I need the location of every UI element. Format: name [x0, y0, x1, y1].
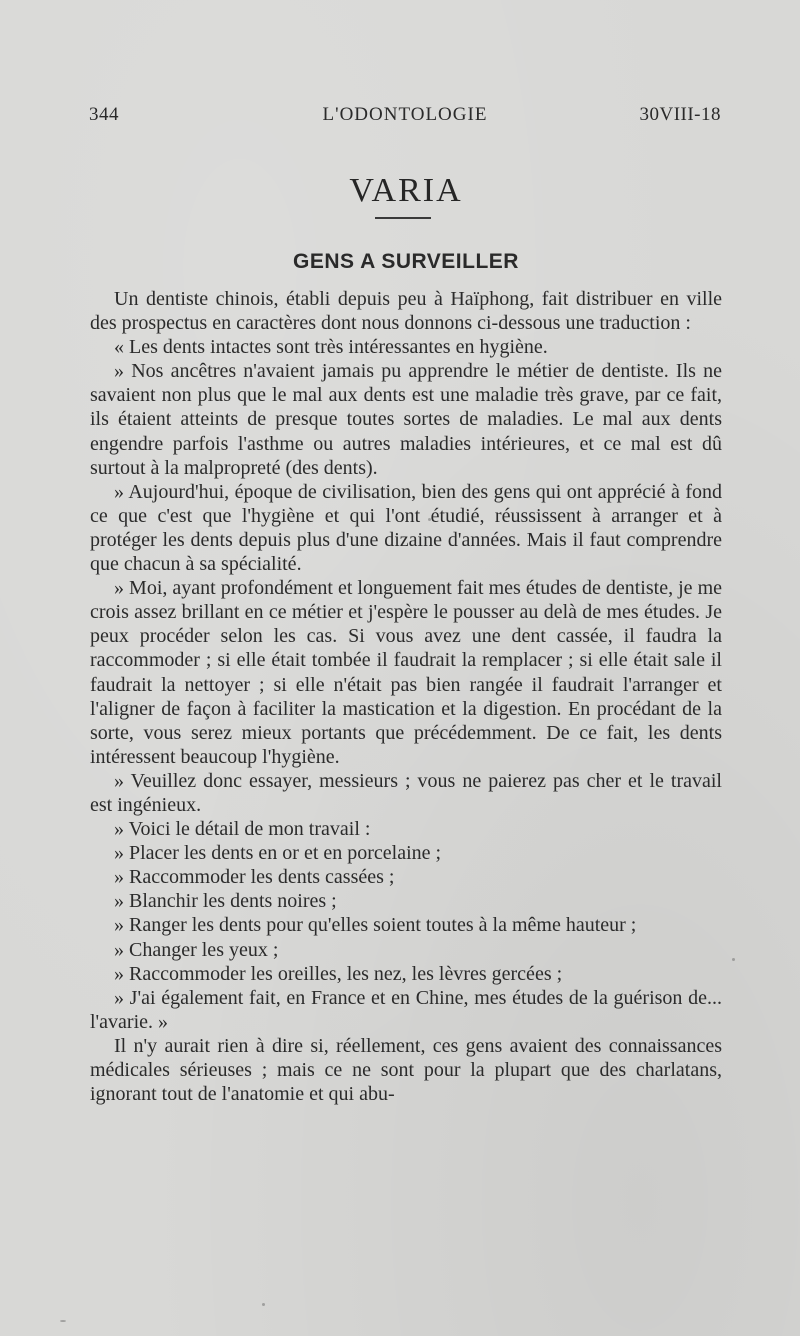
paragraph: » Changer les yeux ;	[114, 938, 279, 961]
paragraph: » J'ai également fait, en France et en Chine, mes études de la guérison de... l'avarie. »	[90, 986, 722, 1033]
page-number: 344	[89, 104, 119, 125]
paper-speck	[428, 518, 431, 521]
paragraph: » Aujourd'hui, époque de civilisation, bien des gens qui ont apprécié à fond ce que c'est que l'hygiène et qui l'ont étudié, réussissent à arranger et à protéger les dents depuis plus d'une dizaine d'années. Mais il faut comprendre que chacun à sa spécialité.	[90, 480, 722, 576]
article-title: GENS A SURVEILLER	[293, 250, 519, 273]
paper-speck	[60, 1320, 66, 1322]
paper-speck	[262, 1303, 265, 1306]
paragraph: » Voici le détail de mon travail :	[114, 818, 371, 841]
paragraph: Un dentiste chinois, établi depuis peu à Haïphong, fait distribuer en ville des prospectus en caractères dont nous donnons ci-dessous une traduction :	[90, 288, 722, 335]
paragraph: » Nos ancêtres n'avaient jamais pu apprendre le métier de dentiste. Ils ne savaient non plus que le mal aux dents est une maladie très grave, par ce fait, ils étaient atteints de presque toutes sortes de maladies. Le mal aux dents engendre parfois l'asthme ou autres maladies intérieures, et ce mal est dû surtout à la malpropreté (des dents).	[90, 360, 722, 479]
paragraph: « Les dents intactes sont très intéressantes en hygiène.	[114, 336, 548, 359]
section-title: VARIA	[349, 172, 463, 209]
paper-speck	[732, 958, 735, 961]
paragraph: » Placer les dents en or et en porcelaine ;	[114, 842, 442, 865]
title-rule	[375, 217, 431, 219]
paragraph: » Blanchir les dents noires ;	[114, 890, 337, 913]
paragraph: » Raccommoder les oreilles, les nez, les lèvres gercées ;	[114, 962, 563, 985]
paragraph: » Moi, ayant profondément et longuement fait mes études de dentiste, je me crois assez brillant en ce métier et j'espère le pousser au delà de mes études. Je peux procéder selon les cas. Si vous avez une dent cassée, il faudra la raccommoder ; si elle était tombée il faudrait la remplacer ; si elle était sale il faudrait la nettoyer ; si elle n'était pas bien rangée il faudrait l'arranger et l'aligner de façon à faciliter la mastication et la digestion. En procédant de la sorte, vous serez mieux portants que précédemment. De ce fait, les dents intéressent beaucoup l'hygiène.	[90, 577, 722, 768]
article-body	[90, 287, 722, 1106]
running-header	[89, 104, 721, 132]
paragraph: » Ranger les dents pour qu'elles soient toutes à la même hauteur ;	[114, 914, 637, 937]
paragraph: Il n'y aurait rien à dire si, réellement, ces gens avaient des connaissances médicales sérieuses ; mais ce ne sont pour la plupart que des charlatans, ignorant tout de l'anatomie et qui abu-	[90, 1034, 722, 1106]
issue-date: 30VIII-18	[639, 104, 721, 125]
paragraph: » Veuillez donc essayer, messieurs ; vous ne paierez pas cher et le travail est ingénieux.	[90, 769, 722, 816]
paragraph: » Raccommoder les dents cassées ;	[114, 866, 395, 889]
journal-title: L'ODONTOLOGIE	[322, 104, 488, 125]
